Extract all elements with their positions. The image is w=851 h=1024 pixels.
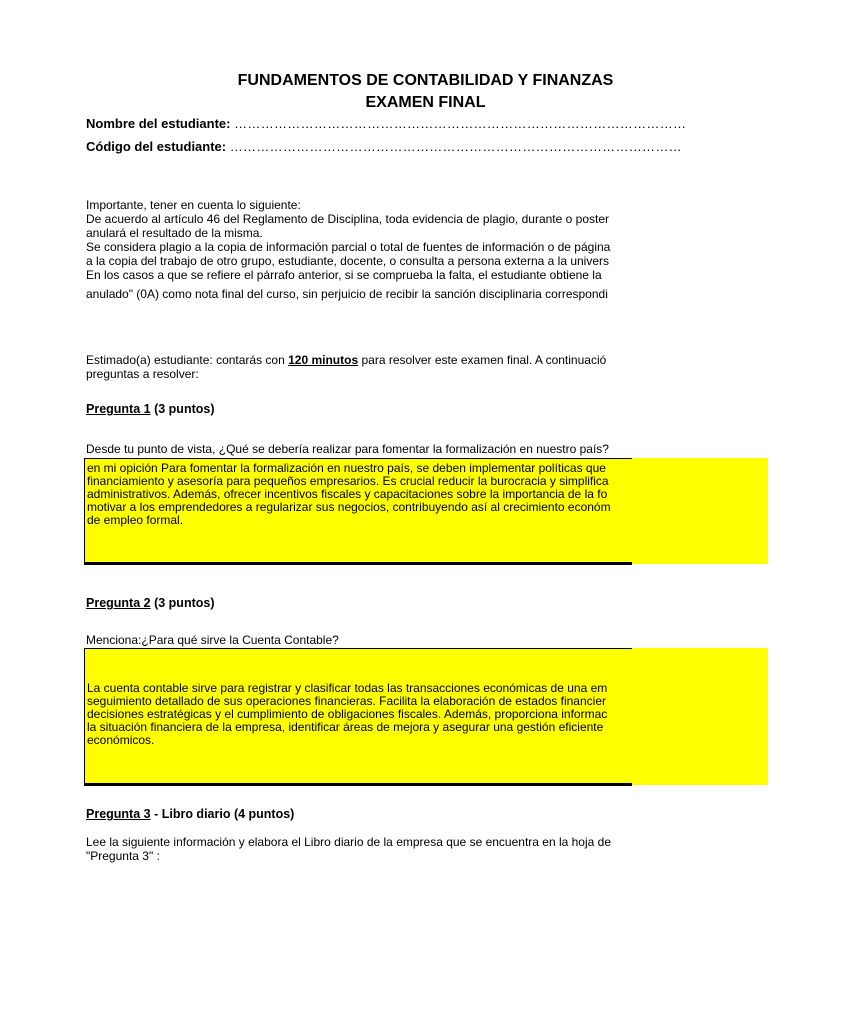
notice-line: anulará el resultado de la misma.	[86, 226, 263, 240]
intro-post: para resolver este examen final. A continuació	[358, 353, 607, 367]
notice-line: Importante, tener en cuenta lo siguiente:	[86, 198, 301, 212]
answer-1-box[interactable]	[84, 458, 632, 565]
student-code-label: Código del estudiante:	[86, 139, 227, 154]
question-2-heading	[86, 596, 215, 611]
question-3-text: Lee la siguiente información y elabora el Libro diario de la empresa que se encuentra en la hoja de	[86, 835, 612, 849]
question-1-points: (3 puntos)	[150, 402, 215, 416]
answer-1-line: administrativos. Además, ofrecer incentivos fiscales y capacitaciones sobre la importancia de la fo	[87, 487, 608, 501]
answer-1-line: financiamiento y asesoría para pequeños empresarios. Es crucial reducir la burocracia y simplifica	[87, 474, 609, 488]
question-2-label: Pregunta 2	[86, 596, 151, 610]
answer-2-line: seguimiento detallado de sus operaciones financieras. Facilita la elaboración de estados financier	[87, 694, 606, 708]
question-2-points: (3 puntos)	[150, 596, 215, 610]
notice-line: a la copia del trabajo de otro grupo, estudiante, docente, o consulta a persona externa a la univers	[86, 254, 610, 268]
answer-1-line: en mi opición Para fomentar la formalización en nuestro país, se deben implementar políticas que	[87, 461, 606, 475]
student-code-dots: …………………………………………………………………………………………	[229, 139, 682, 154]
question-1-label: Pregunta 1	[86, 402, 151, 416]
notice-line: anulado" (0A) como nota final del curso, sin perjuicio de recibir la sanción disciplinaria correspondi	[86, 287, 608, 301]
intro-pre: Estimado(a) estudiante: contarás con	[86, 353, 289, 367]
question-3-label: Pregunta 3	[86, 807, 151, 821]
student-name-field[interactable]	[86, 116, 687, 132]
student-name-dots: …………………………………………………………………………………………	[234, 116, 687, 131]
question-1-text: Desde tu punto de vista, ¿Qué se debería realizar para fomentar la formalización en nuestro país?	[86, 442, 609, 456]
student-name-label: Nombre del estudiante:	[86, 116, 231, 131]
exam-title: FUNDAMENTOS DE CONTABILIDAD Y FINANZAS	[237, 72, 614, 89]
answer-1-line: de empleo formal.	[87, 513, 184, 527]
notice-line: De acuerdo al artículo 46 del Reglamento de Disciplina, toda evidencia de plagio, durante o poster	[86, 212, 609, 226]
answer-2-line: la situación financiera de la empresa, identificar áreas de mejora y asegurar una gestión eficiente	[87, 720, 604, 734]
answer-1-line: motivar a los emprendedores a regularizar sus negocios, contribuyendo así al crecimiento económ	[87, 500, 611, 514]
answer-2-box[interactable]	[84, 648, 632, 786]
student-code-field[interactable]	[86, 139, 682, 155]
intro-line-2: preguntas a resolver:	[86, 367, 199, 381]
question-3-text: "Pregunta 3" :	[86, 849, 160, 863]
notice-line: Se considera plagio a la copia de información parcial o total de fuentes de información o de página	[86, 240, 611, 254]
question-3-points: - Libro diario (4 puntos)	[150, 807, 295, 821]
answer-2-line: La cuenta contable sirve para registrar y clasificar todas las transacciones económicas de una em	[87, 681, 608, 695]
question-1-heading	[86, 402, 215, 417]
intro-line	[86, 354, 632, 367]
intro-time: 120 minutos	[288, 353, 359, 367]
notice-line: En los casos a que se refiere el párrafo anterior, si se comprueba la falta, el estudiante obtiene la	[86, 268, 602, 282]
exam-subtitle: EXAMEN FINAL	[365, 94, 486, 111]
question-3-heading	[86, 807, 294, 822]
answer-2-line: económicos.	[87, 733, 155, 747]
answer-2-line: decisiones estratégicas y el cumplimiento de obligaciones fiscales. Además, proporciona informac	[87, 707, 608, 721]
question-2-text: Menciona:¿Para qué sirve la Cuenta Contable?	[86, 633, 339, 647]
